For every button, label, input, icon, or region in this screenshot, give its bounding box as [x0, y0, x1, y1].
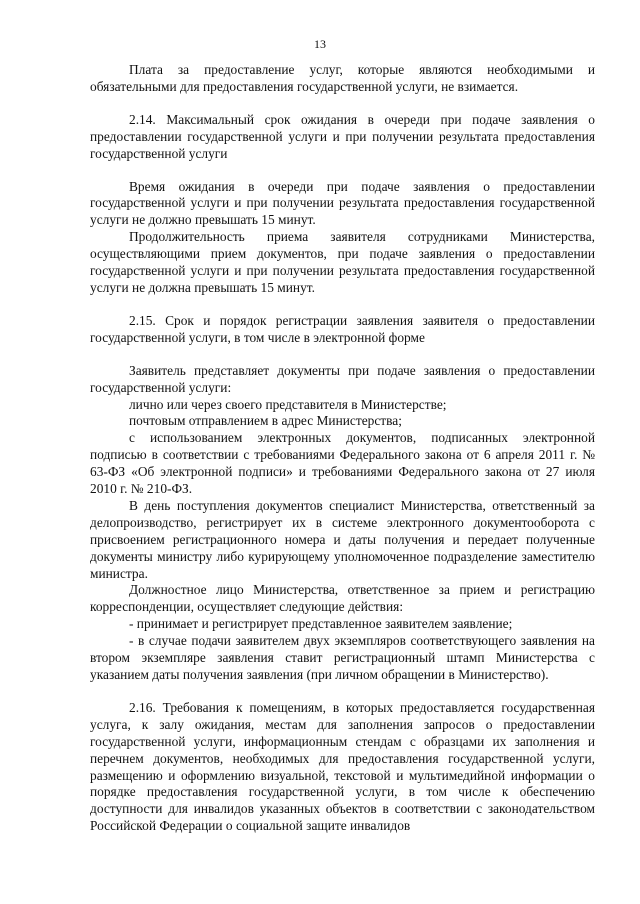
section-heading-2-16: 2.16. Требования к помещениям, в которых предоставляется государственная услуга, к залу ожидания, местам для заполнения запросов о предоставлении государственной услуги, информационным стендам с образцами их заполнения и перечнем документов, необходимых для предоставления государственной услуги, размещению и оформлению визуальной, текстовой и мультимедийной информации о порядке предоставления государственной услуги, в том числе к обеспечению доступности для инвалидов указанных объектов в соответствии с законодательством Российской Федерации о социальной защите инвалидов	[90, 699, 595, 834]
paragraph-wait-time: Время ожидания в очереди при подаче заявления о предоставлении государственной услуги и при получении результата предоставления государственной услуги не должно превышать 15 минут.	[90, 178, 595, 228]
section-heading-2-15: 2.15. Срок и порядок регистрации заявления заявителя о предоставлении государственной услуги, в том числе в электронной форме	[90, 312, 595, 345]
page-number: 13	[314, 37, 326, 51]
list-item-electronic: с использованием электронных документов, подписанных электронной подписью в соответствии с требованиями Федерального закона от 6 апреля 2011 г. № 63-ФЗ «Об электронной подписи» и требованиями Федерального закона от 27 июля 2010 г. № 210-ФЗ.	[90, 430, 595, 497]
list-item-accepts-registers: - принимает и регистрирует представленное заявителем заявление;	[129, 616, 513, 632]
list-item-in-person: лично или через своего представителя в Министерстве;	[129, 396, 447, 412]
paragraph-registration-day: В день поступления документов специалист Министерства, ответственный за делопроизводство, регистрирует их в системе электронного документооборота с присвоением регистрационного номера и даты получения и передает полученные документы министру либо курирующему уполномоченное подразделение заместителю министра.	[90, 497, 595, 581]
paragraph-reception-time: Продолжительность приема заявителя сотрудниками Министерства, осуществляющими прием документов, при подаче заявления о предоставлении государственной услуги и при получении результата предоставления государственной услуги не должна превышать 15 минут.	[90, 229, 595, 295]
paragraph-official-actions: Должностное лицо Министерства, ответственное за прием и регистрацию корреспонденции, осуществляет следующие действия:	[90, 582, 595, 615]
paragraph-fee: Плата за предоставление услуг, которые являются необходимыми и обязательными для предоставления государственной услуги, не взимается.	[90, 62, 595, 94]
list-item-by-mail: почтовым отправлением в адрес Министерства;	[129, 413, 402, 429]
list-item-two-copies: - в случае подачи заявителем двух экземпляров соответствующего заявления на втором экземпляре заявления ставит регистрационный штамп Министерства с указанием даты получения заявления (при личном обращении в Министерство).	[90, 633, 595, 682]
paragraph-submission-methods: Заявитель представляет документы при подаче заявления о предоставлении государственной услуги:	[90, 362, 595, 395]
section-heading-2-14: 2.14. Максимальный срок ожидания в очереди при подаче заявления о предоставлении государственной услуги и при получении результата предоставления государственной услуги	[90, 111, 595, 161]
document-body	[90, 62, 595, 835]
